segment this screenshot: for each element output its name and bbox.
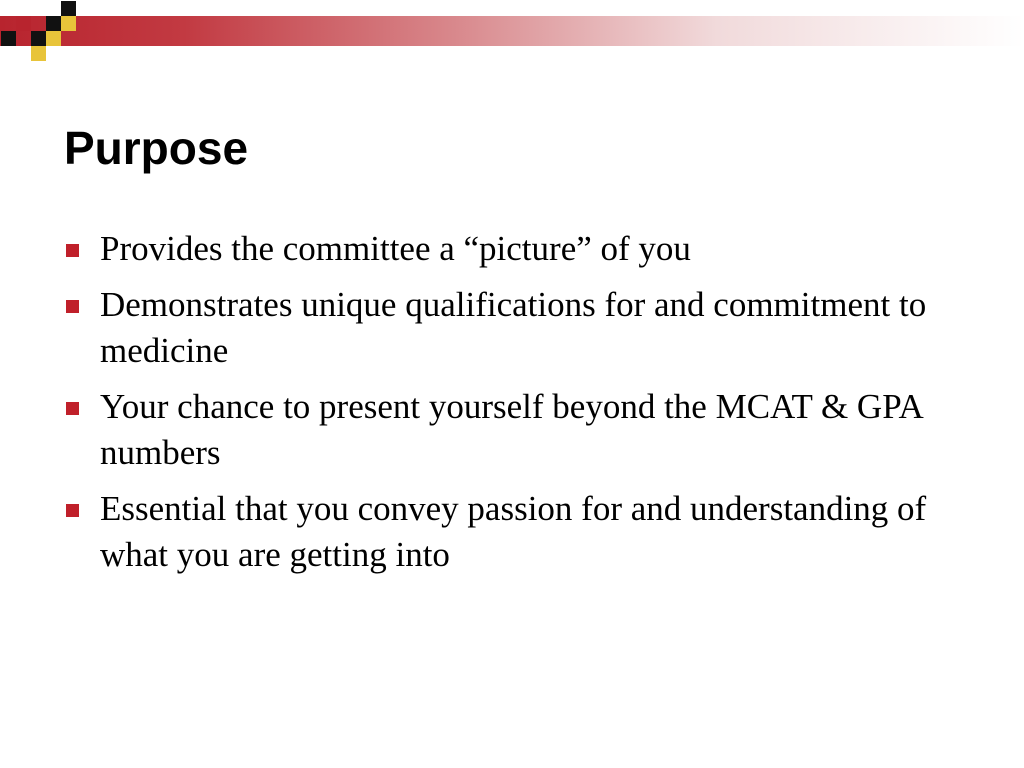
bullet-item [66,226,946,272]
bullet-item [66,486,946,578]
bullet-text: Provides the committee a “picture” of you [100,229,691,268]
square-bullet-icon [66,300,79,313]
square-bullet-icon [66,244,79,257]
square-bullet-icon [66,402,79,415]
bullet-text: Essential that you convey passion for and understanding of what you are getting into [100,489,927,574]
header-gradient-bar [0,16,1024,46]
bullet-text: Your chance to present yourself beyond the MCAT & GPA numbers [100,387,922,472]
checkerboard-icon [0,0,80,62]
slide-title: Purpose [64,122,249,174]
bullet-item [66,282,946,374]
square-bullet-icon [66,504,79,517]
bullet-list [66,226,946,588]
bullet-item [66,384,946,476]
bullet-text: Demonstrates unique qualifications for and commitment to medicine [100,285,927,370]
